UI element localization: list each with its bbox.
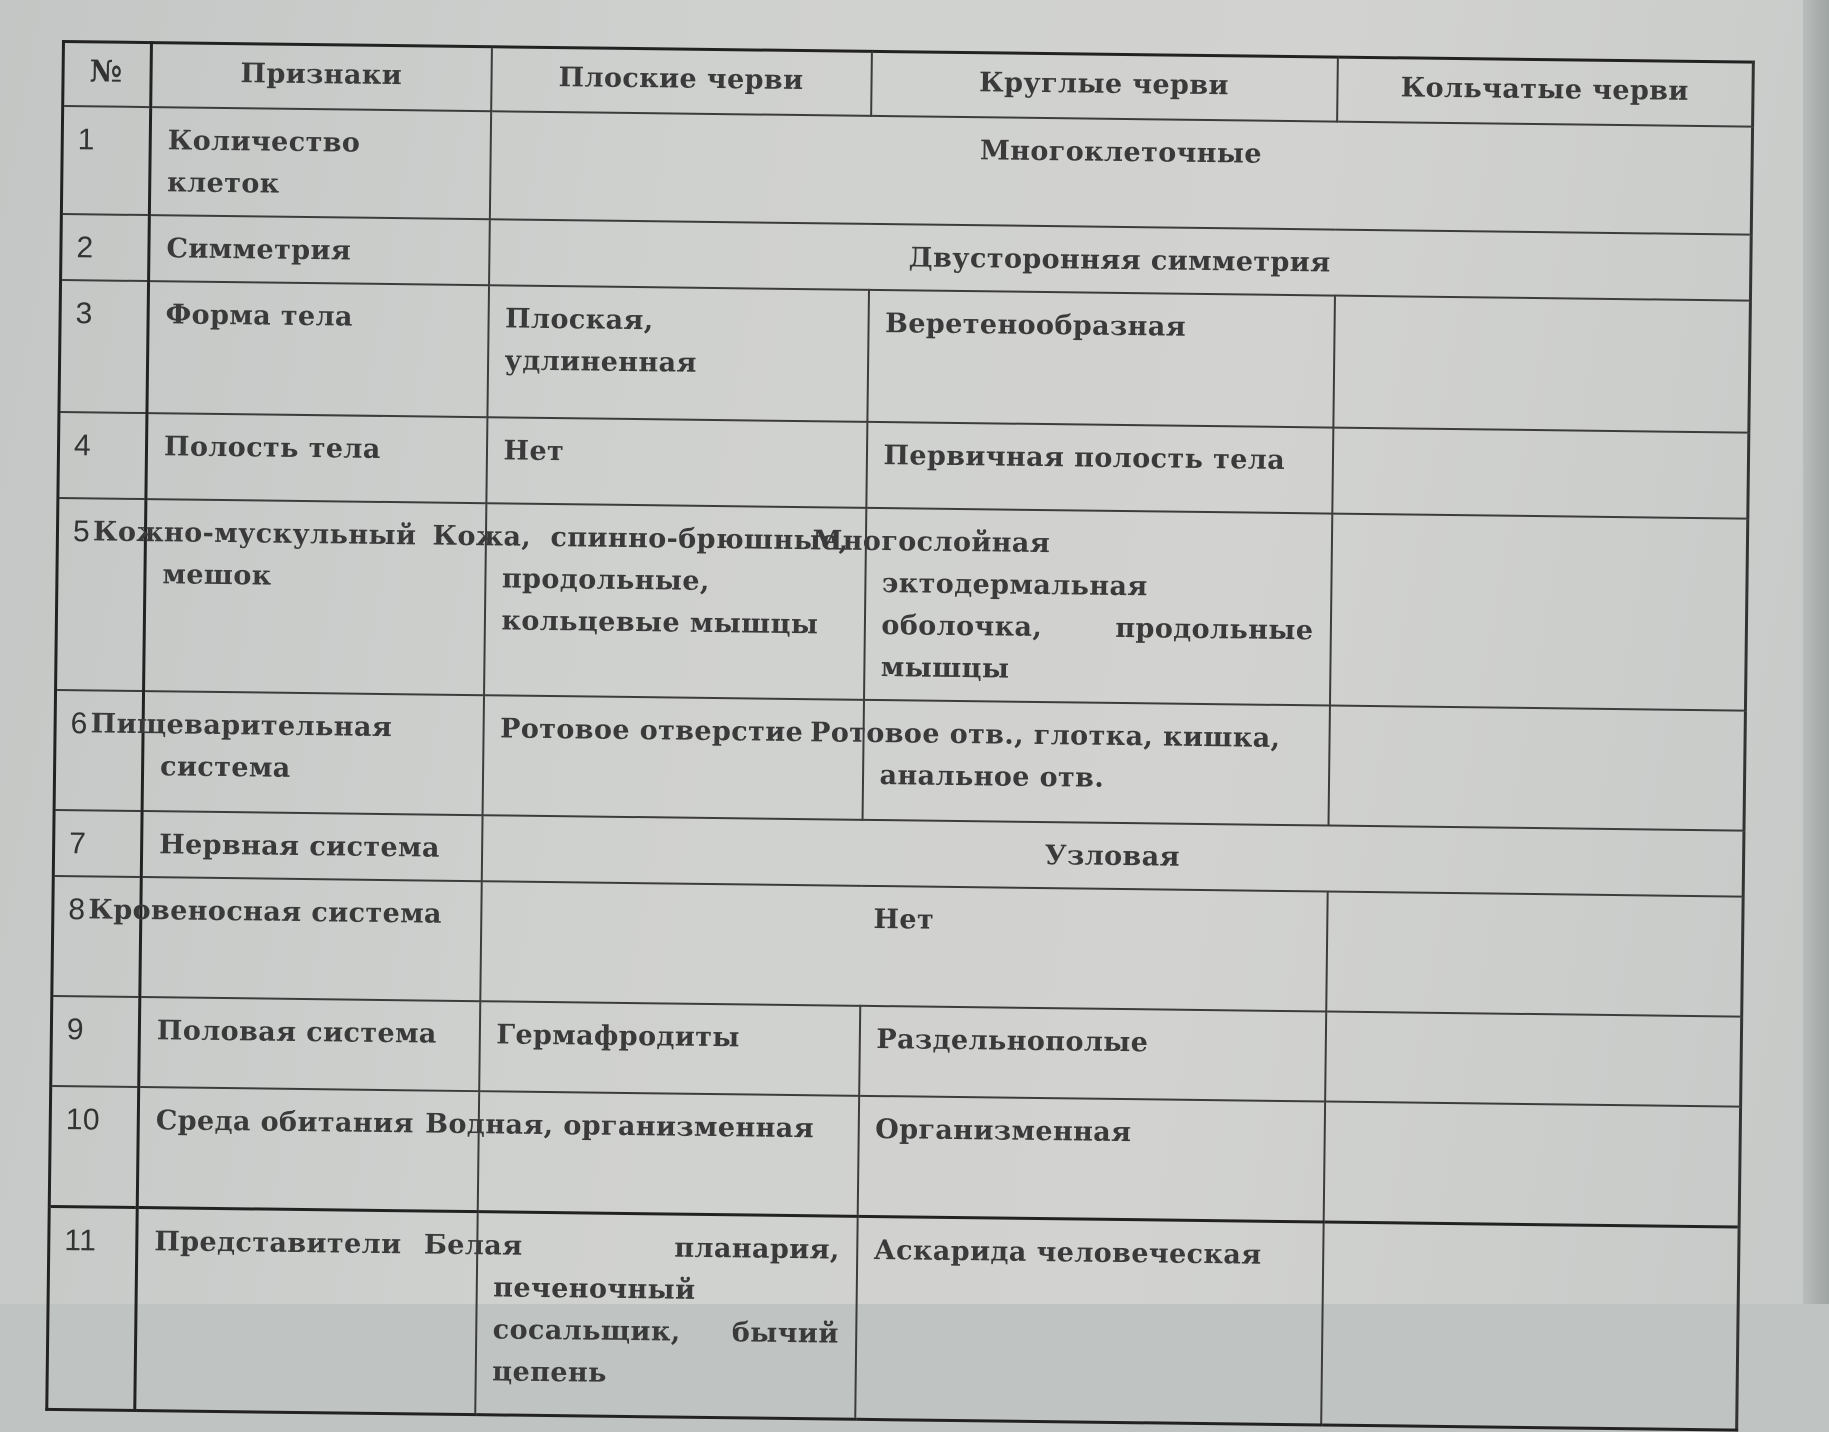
row-feature: Нервная система	[141, 811, 482, 881]
roundworms-cell: Организменная	[857, 1096, 1324, 1222]
row-feature: Среда обитания	[137, 1087, 478, 1212]
merged-cell: Нет	[480, 881, 1327, 1011]
flatworms-cell: Нет	[486, 417, 867, 508]
annelids-cell	[1326, 892, 1743, 1017]
table-row	[54, 690, 1745, 831]
table-row	[52, 876, 1743, 1017]
flatworms-cell: Кожа, спинно-брюшные, продольные, кольцевые мышцы	[484, 503, 866, 700]
merged-cell: Узловая	[481, 815, 1744, 896]
monitor-edge	[1803, 0, 1829, 1304]
row-feature: Количество клеток	[149, 107, 490, 219]
roundworms-cell: Ротовое отв., глотка, кишка, анальное отв.	[862, 700, 1329, 826]
table-row	[49, 1086, 1740, 1227]
roundworms-cell: Первичная полость тела	[866, 422, 1333, 514]
row-number: 9	[51, 996, 140, 1087]
table-row	[47, 1206, 1739, 1430]
table-row	[56, 498, 1748, 711]
annelids-cell	[1325, 1012, 1742, 1107]
row-number: 4	[58, 412, 147, 499]
header-annelids: Кольчатые черви	[1337, 57, 1754, 127]
table-row	[59, 280, 1750, 433]
annelids-cell	[1332, 428, 1749, 519]
row-feature: Представители	[135, 1208, 477, 1415]
row-feature: Кровеносная система	[140, 877, 481, 1001]
annelids-cell	[1329, 514, 1747, 711]
roundworms-cell: Раздельнополые	[859, 1006, 1326, 1102]
row-feature: Кожно-мускульный мешок	[144, 499, 486, 695]
worms-comparison-table	[45, 40, 1755, 1432]
table-row	[61, 106, 1752, 235]
row-number: 1	[61, 106, 150, 215]
annelids-cell	[1323, 1102, 1740, 1228]
row-number: 8	[52, 876, 141, 997]
roundworms-cell: Веретенообразная	[867, 290, 1335, 428]
merged-cell: Двусторонняя симметрия	[489, 219, 1752, 300]
row-feature: Полость тела	[146, 413, 487, 503]
header-flatworms: Плоские черви	[491, 47, 872, 116]
flatworms-cell: Водная, организменная	[477, 1091, 858, 1216]
row-number: 3	[59, 280, 149, 413]
flatworms-cell: Плоская, удлиненная	[487, 285, 869, 422]
flatworms-cell: Ротовое отверстие	[482, 695, 863, 820]
row-feature: Форма тела	[147, 281, 489, 417]
row-feature: Симметрия	[149, 215, 490, 285]
merged-cell: Многоклеточные	[489, 111, 1752, 234]
header-features: Признаки	[151, 43, 492, 112]
row-number: 5	[56, 498, 146, 691]
roundworms-cell: Аскарида человеческая	[855, 1216, 1323, 1425]
flatworms-cell: Белая планария, печеночный сосальщик, бычий цепень	[475, 1212, 857, 1420]
flatworms-cell: Гермафродиты	[479, 1001, 860, 1096]
annelids-cell	[1328, 706, 1745, 831]
row-number: 7	[53, 810, 142, 877]
annelids-cell	[1333, 296, 1751, 433]
row-number: 6	[54, 690, 143, 811]
row-feature: Половая система	[139, 997, 480, 1091]
row-number: 10	[49, 1086, 138, 1208]
header-roundworms: Круглые черви	[871, 51, 1338, 121]
row-number: 2	[61, 214, 150, 281]
header-number: №	[63, 42, 152, 108]
row-feature: Пищеварительная система	[142, 691, 483, 815]
annelids-cell	[1321, 1222, 1739, 1430]
roundworms-cell: Многослойная эктодермальная оболочка, продольные мышцы	[863, 508, 1331, 706]
document-sheet	[47, 40, 1752, 1389]
row-number: 11	[47, 1206, 137, 1410]
